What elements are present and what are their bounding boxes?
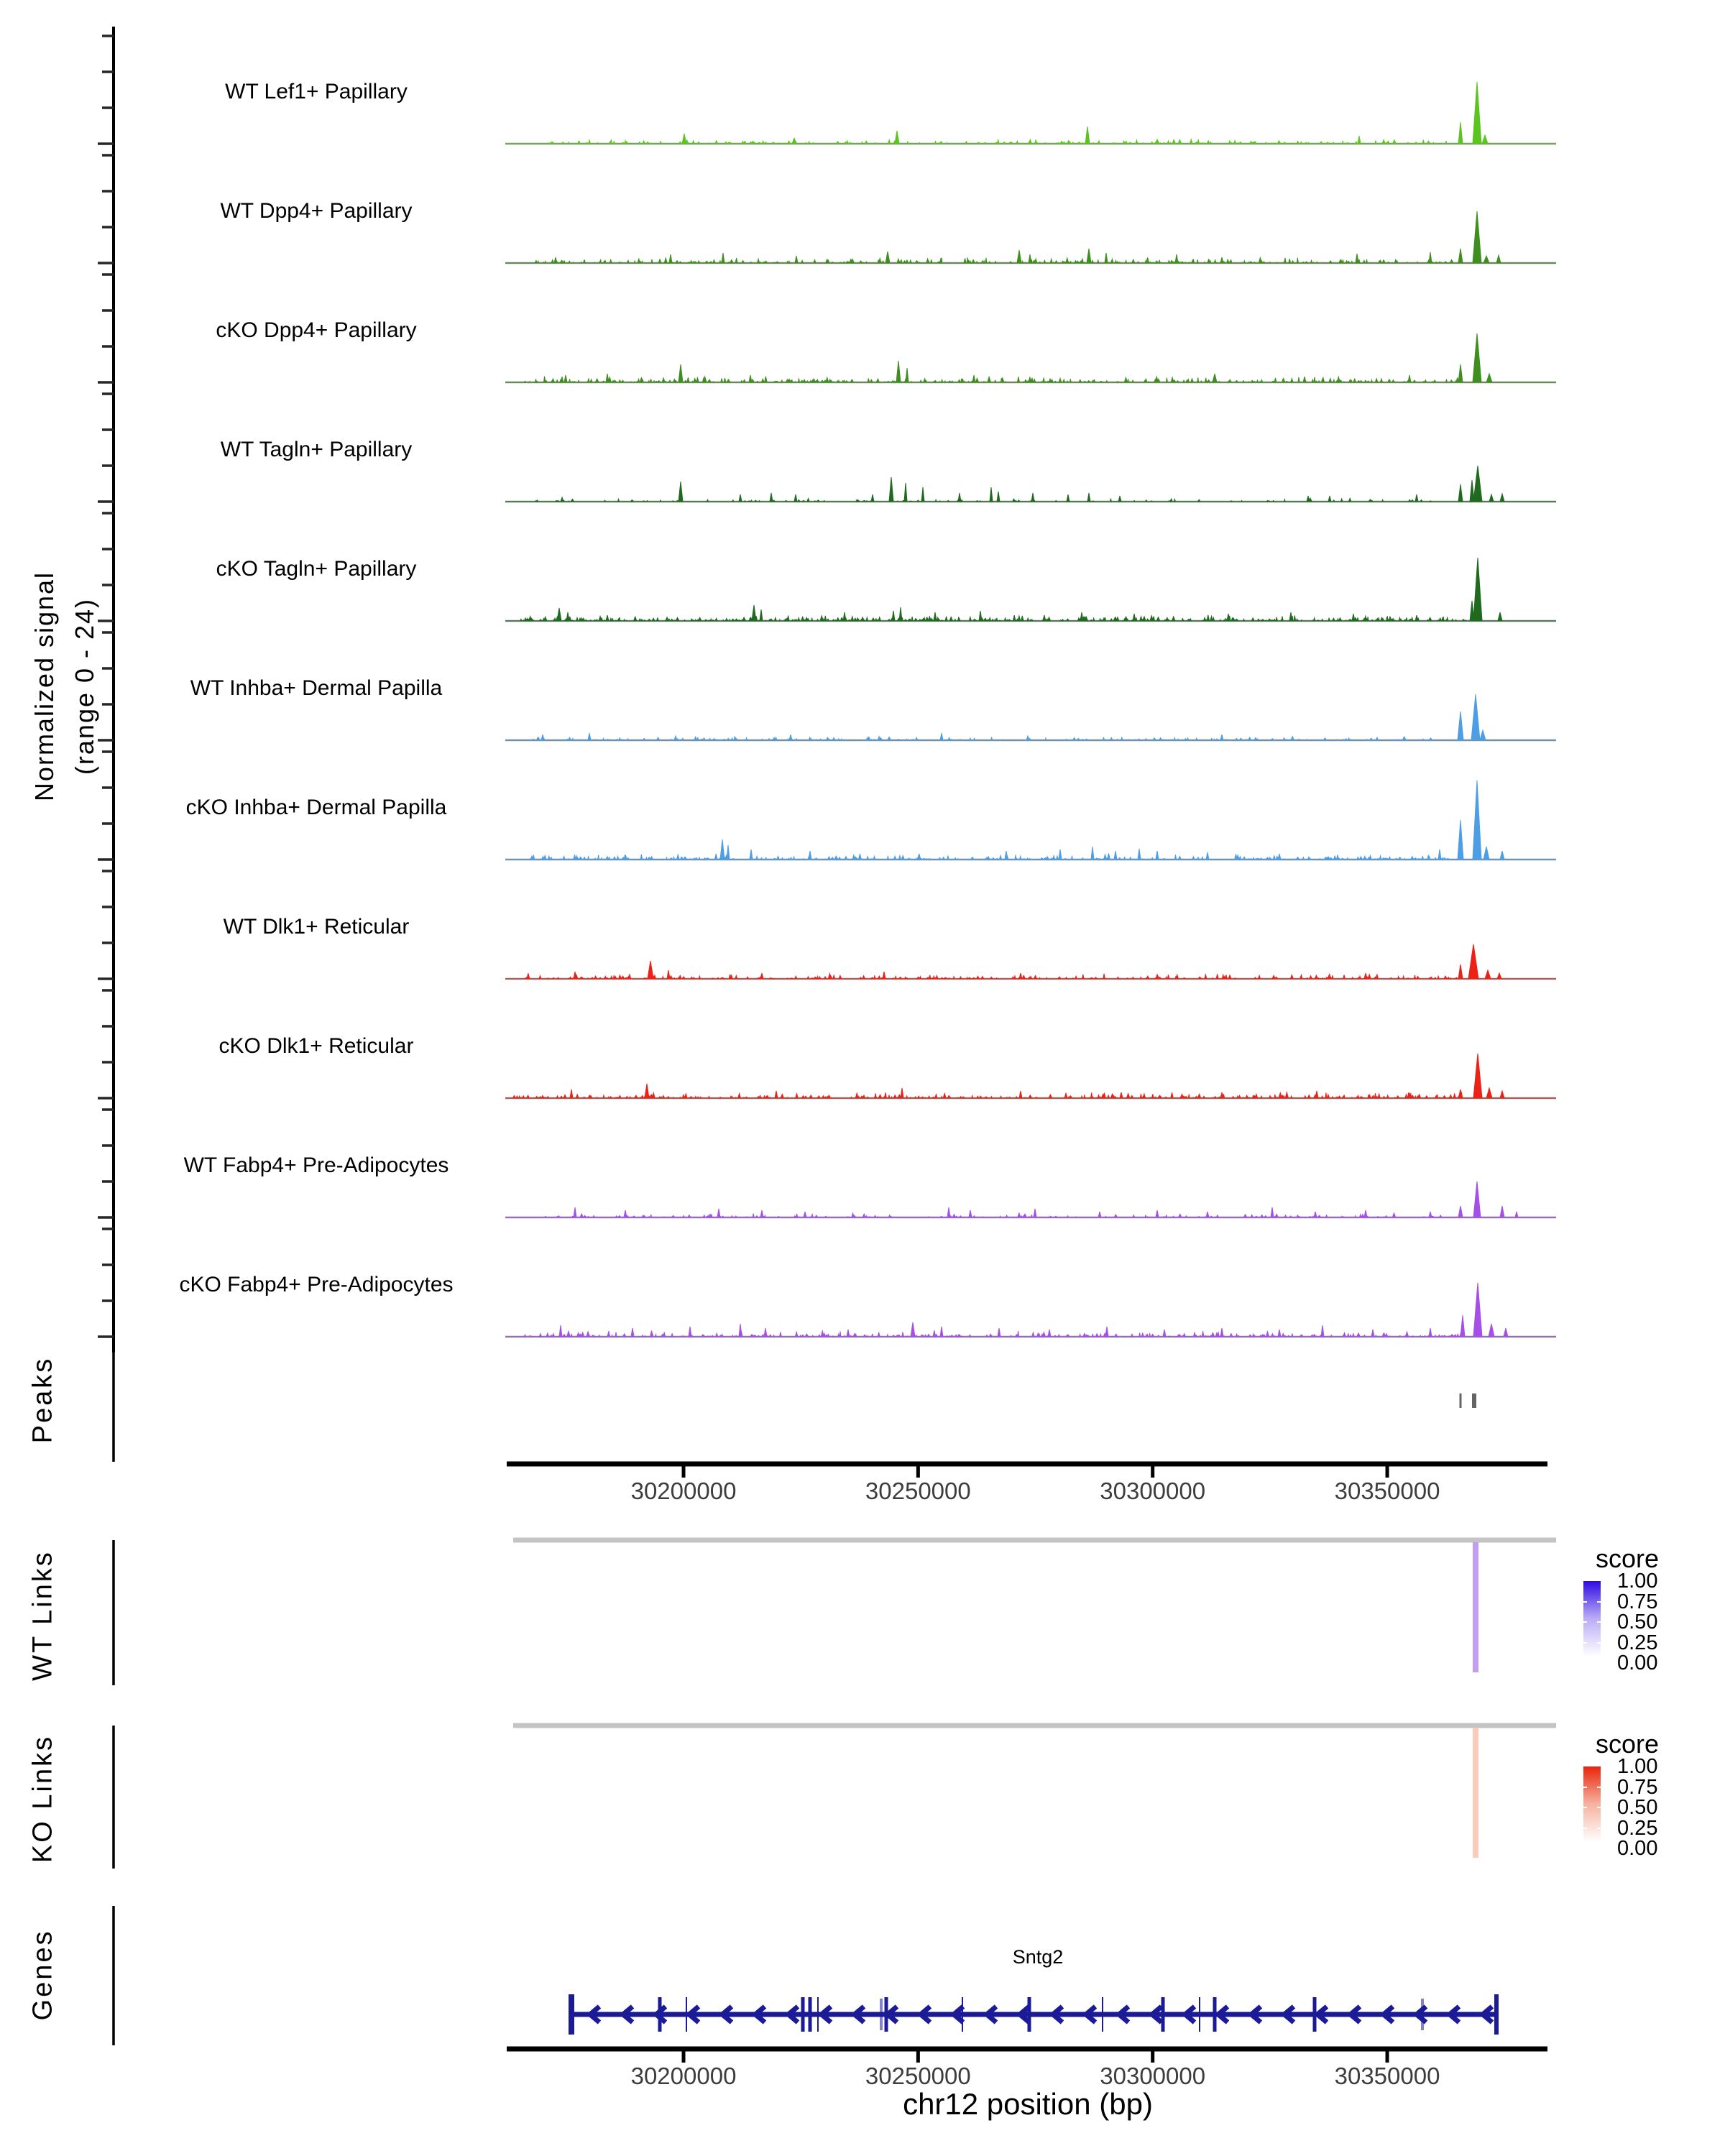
x-axis-tick-label: 30350000 [1334, 2063, 1440, 2089]
peaks-section-label: Peaks [27, 1356, 58, 1444]
colorbar-tick [1597, 1642, 1601, 1644]
track-label: WT Dpp4+ Papillary [220, 199, 413, 223]
ko-links-section-label: KO Links [27, 1734, 58, 1864]
colorbar-tick [1583, 1621, 1587, 1623]
x-axis-tick-label: 30350000 [1334, 1478, 1440, 1504]
score-legend-tick-label: 0.50 [1617, 1796, 1658, 1820]
colorbar-tick [1597, 1828, 1601, 1829]
score-legend-tick-label: 0.25 [1617, 1816, 1658, 1840]
score-legend-tick-label: 0.00 [1617, 1837, 1658, 1861]
wt-links-section-label: WT Links [27, 1550, 58, 1681]
colorbar-tick [1597, 1807, 1601, 1808]
score-legend-tick-label: 0.25 [1617, 1631, 1658, 1654]
wt-score-colorbar [1583, 1581, 1601, 1663]
colorbar-tick [1583, 1642, 1587, 1644]
track-label: cKO Tagln+ Papillary [216, 557, 417, 581]
gene-name-label: Sntg2 [1012, 1946, 1064, 1968]
y-axis-label-line2: (range 0 - 24) [70, 597, 99, 775]
track-label: cKO Fabp4+ Pre-Adipocytes [179, 1273, 454, 1296]
track-label: WT Dlk1+ Reticular [223, 915, 410, 939]
x-axis-tick-label: 30250000 [865, 2063, 971, 2089]
colorbar-tick [1583, 1601, 1587, 1603]
score-legend-tick-label: 1.00 [1617, 1570, 1658, 1593]
x-axis-title: chr12 position (bp) [903, 2087, 1153, 2121]
colorbar-tick [1583, 1807, 1587, 1808]
track-label: cKO Inhba+ Dermal Papilla [185, 796, 447, 819]
ko-score-legend-title: score [1595, 1729, 1660, 1759]
score-legend-tick-label: 0.00 [1617, 1651, 1658, 1675]
x-axis-tick-label: 30250000 [865, 1478, 971, 1504]
track-label: WT Lef1+ Papillary [225, 80, 408, 103]
track-label: WT Tagln+ Papillary [220, 438, 413, 461]
x-axis-tick-label: 30300000 [1100, 2063, 1206, 2089]
colorbar-tick [1597, 1787, 1601, 1788]
colorbar-tick [1583, 1828, 1587, 1829]
wt-score-legend-title: score [1595, 1544, 1660, 1573]
colorbar-tick [1583, 1787, 1587, 1788]
track-label: WT Inhba+ Dermal Papilla [190, 676, 443, 700]
x-axis-tick-label: 30200000 [630, 2063, 737, 2089]
genes-section-label: Genes [27, 1929, 58, 2021]
y-axis-label [24, 571, 105, 801]
colorbar-tick [1597, 1621, 1601, 1623]
ko-score-colorbar [1583, 1766, 1601, 1848]
track-label: WT Fabp4+ Pre-Adipocytes [183, 1153, 449, 1177]
x-axis-tick-label: 30300000 [1100, 1478, 1206, 1504]
score-legend-tick-label: 1.00 [1617, 1755, 1658, 1778]
track-label: cKO Dpp4+ Papillary [216, 318, 417, 342]
track-label: cKO Dlk1+ Reticular [218, 1034, 414, 1058]
y-axis-label-line1: Normalized signal [29, 571, 59, 802]
score-legend-tick-label: 0.75 [1617, 1775, 1658, 1799]
colorbar-tick [1597, 1601, 1601, 1603]
score-legend-tick-label: 0.75 [1617, 1590, 1658, 1613]
score-legend-tick-label: 0.50 [1617, 1611, 1658, 1634]
x-axis-tick-label: 30200000 [630, 1478, 737, 1504]
